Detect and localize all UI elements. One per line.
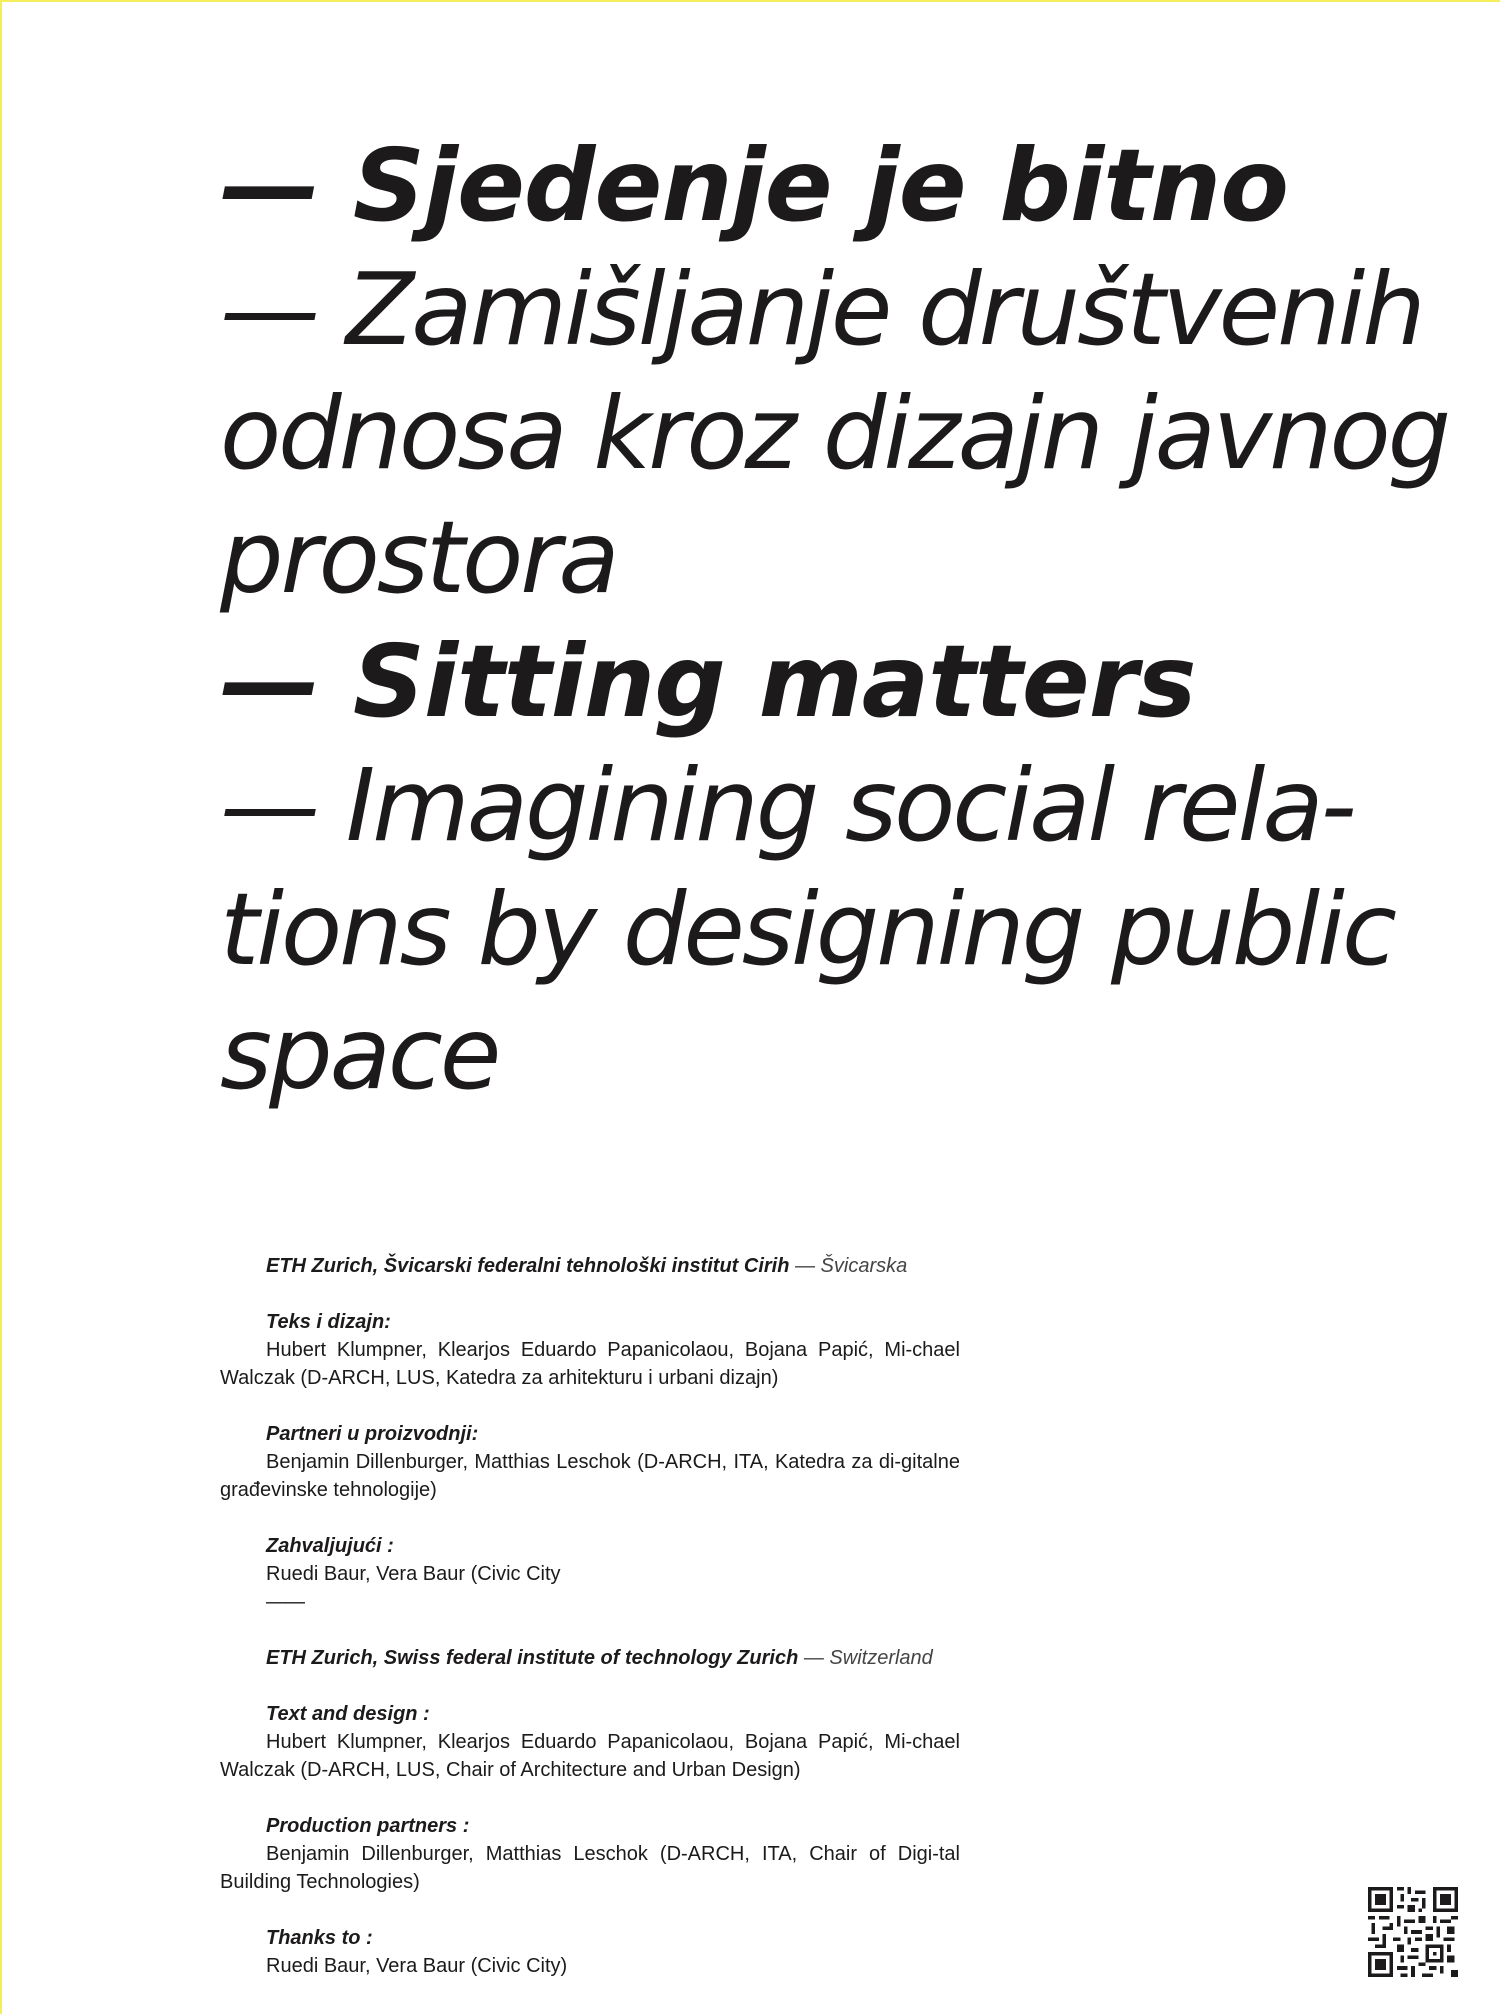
thanks-label-en: Thanks to : xyxy=(266,1927,373,1949)
thanks-text-hr: Ruedi Baur, Vera Baur (Civic City xyxy=(266,1563,561,1585)
qr-code-icon[interactable] xyxy=(1368,1887,1458,1977)
institution-en-name: ETH Zurich, Swiss federal institute of technology Zurich xyxy=(266,1647,799,1669)
language-separator: —— xyxy=(266,1591,304,1613)
design-text-en: Hubert Klumpner, Klearjos Eduardo Papanicolaou, Bojana Papić, Mi-chael Walczak (D-ARCH, LUS, Chair of Architecture and Urban Design) xyxy=(220,1731,960,1781)
title-hr: — Sjedenje je bitno xyxy=(220,127,1288,244)
institution-en-country: — Switzerland xyxy=(803,1647,933,1669)
subtitle-en-line-2: tions by designing public xyxy=(220,871,1394,988)
institution-en xyxy=(220,1644,960,1672)
thanks-credit-hr xyxy=(220,1532,960,1588)
credits xyxy=(220,1252,960,1980)
production-text-en: Benjamin Dillenburger, Matthias Leschok (D-ARCH, ITA, Chair of Digi-tal Building Technologies) xyxy=(220,1843,960,1893)
institution-hr xyxy=(220,1252,960,1280)
design-label-hr: Teks i dizajn: xyxy=(266,1311,391,1333)
design-label-en: Text and design : xyxy=(266,1703,430,1725)
production-label-hr: Partneri u proizvodnji: xyxy=(266,1423,479,1445)
design-credit-hr xyxy=(220,1308,960,1392)
subtitle-en-line-3: space xyxy=(220,995,499,1112)
subtitle-hr-line-3: prostora xyxy=(220,499,617,616)
production-label-en: Production partners : xyxy=(266,1815,470,1837)
production-credit-hr xyxy=(220,1420,960,1504)
institution-hr-name: ETH Zurich, Švicarski federalni tehnološki institut Cirih xyxy=(266,1255,790,1277)
institution-hr-country: — Švicarska xyxy=(795,1255,908,1277)
title-en: — Sitting matters xyxy=(220,623,1196,740)
thanks-credit-en xyxy=(220,1924,960,1980)
subtitle-en-line-1: — Imagining social rela- xyxy=(220,747,1354,864)
subtitle-hr-line-2: odnosa kroz dizajn javnog xyxy=(220,375,1449,492)
design-text-hr: Hubert Klumpner, Klearjos Eduardo Papanicolaou, Bojana Papić, Mi-chael Walczak (D-ARCH, LUS, Katedra za arhitekturu i urbani dizajn) xyxy=(220,1339,960,1389)
headline xyxy=(220,124,1480,1116)
production-text-hr: Benjamin Dillenburger, Matthias Leschok (D-ARCH, ITA, Katedra za di-gitalne građevinske tehnologije) xyxy=(220,1451,960,1501)
thanks-text-en: Ruedi Baur, Vera Baur (Civic City) xyxy=(266,1955,568,1977)
production-credit-en xyxy=(220,1812,960,1896)
subtitle-hr-line-1: — Zamišljanje društvenih xyxy=(220,251,1423,368)
thanks-label-hr: Zahvaljujući : xyxy=(266,1535,394,1557)
design-credit-en xyxy=(220,1700,960,1784)
